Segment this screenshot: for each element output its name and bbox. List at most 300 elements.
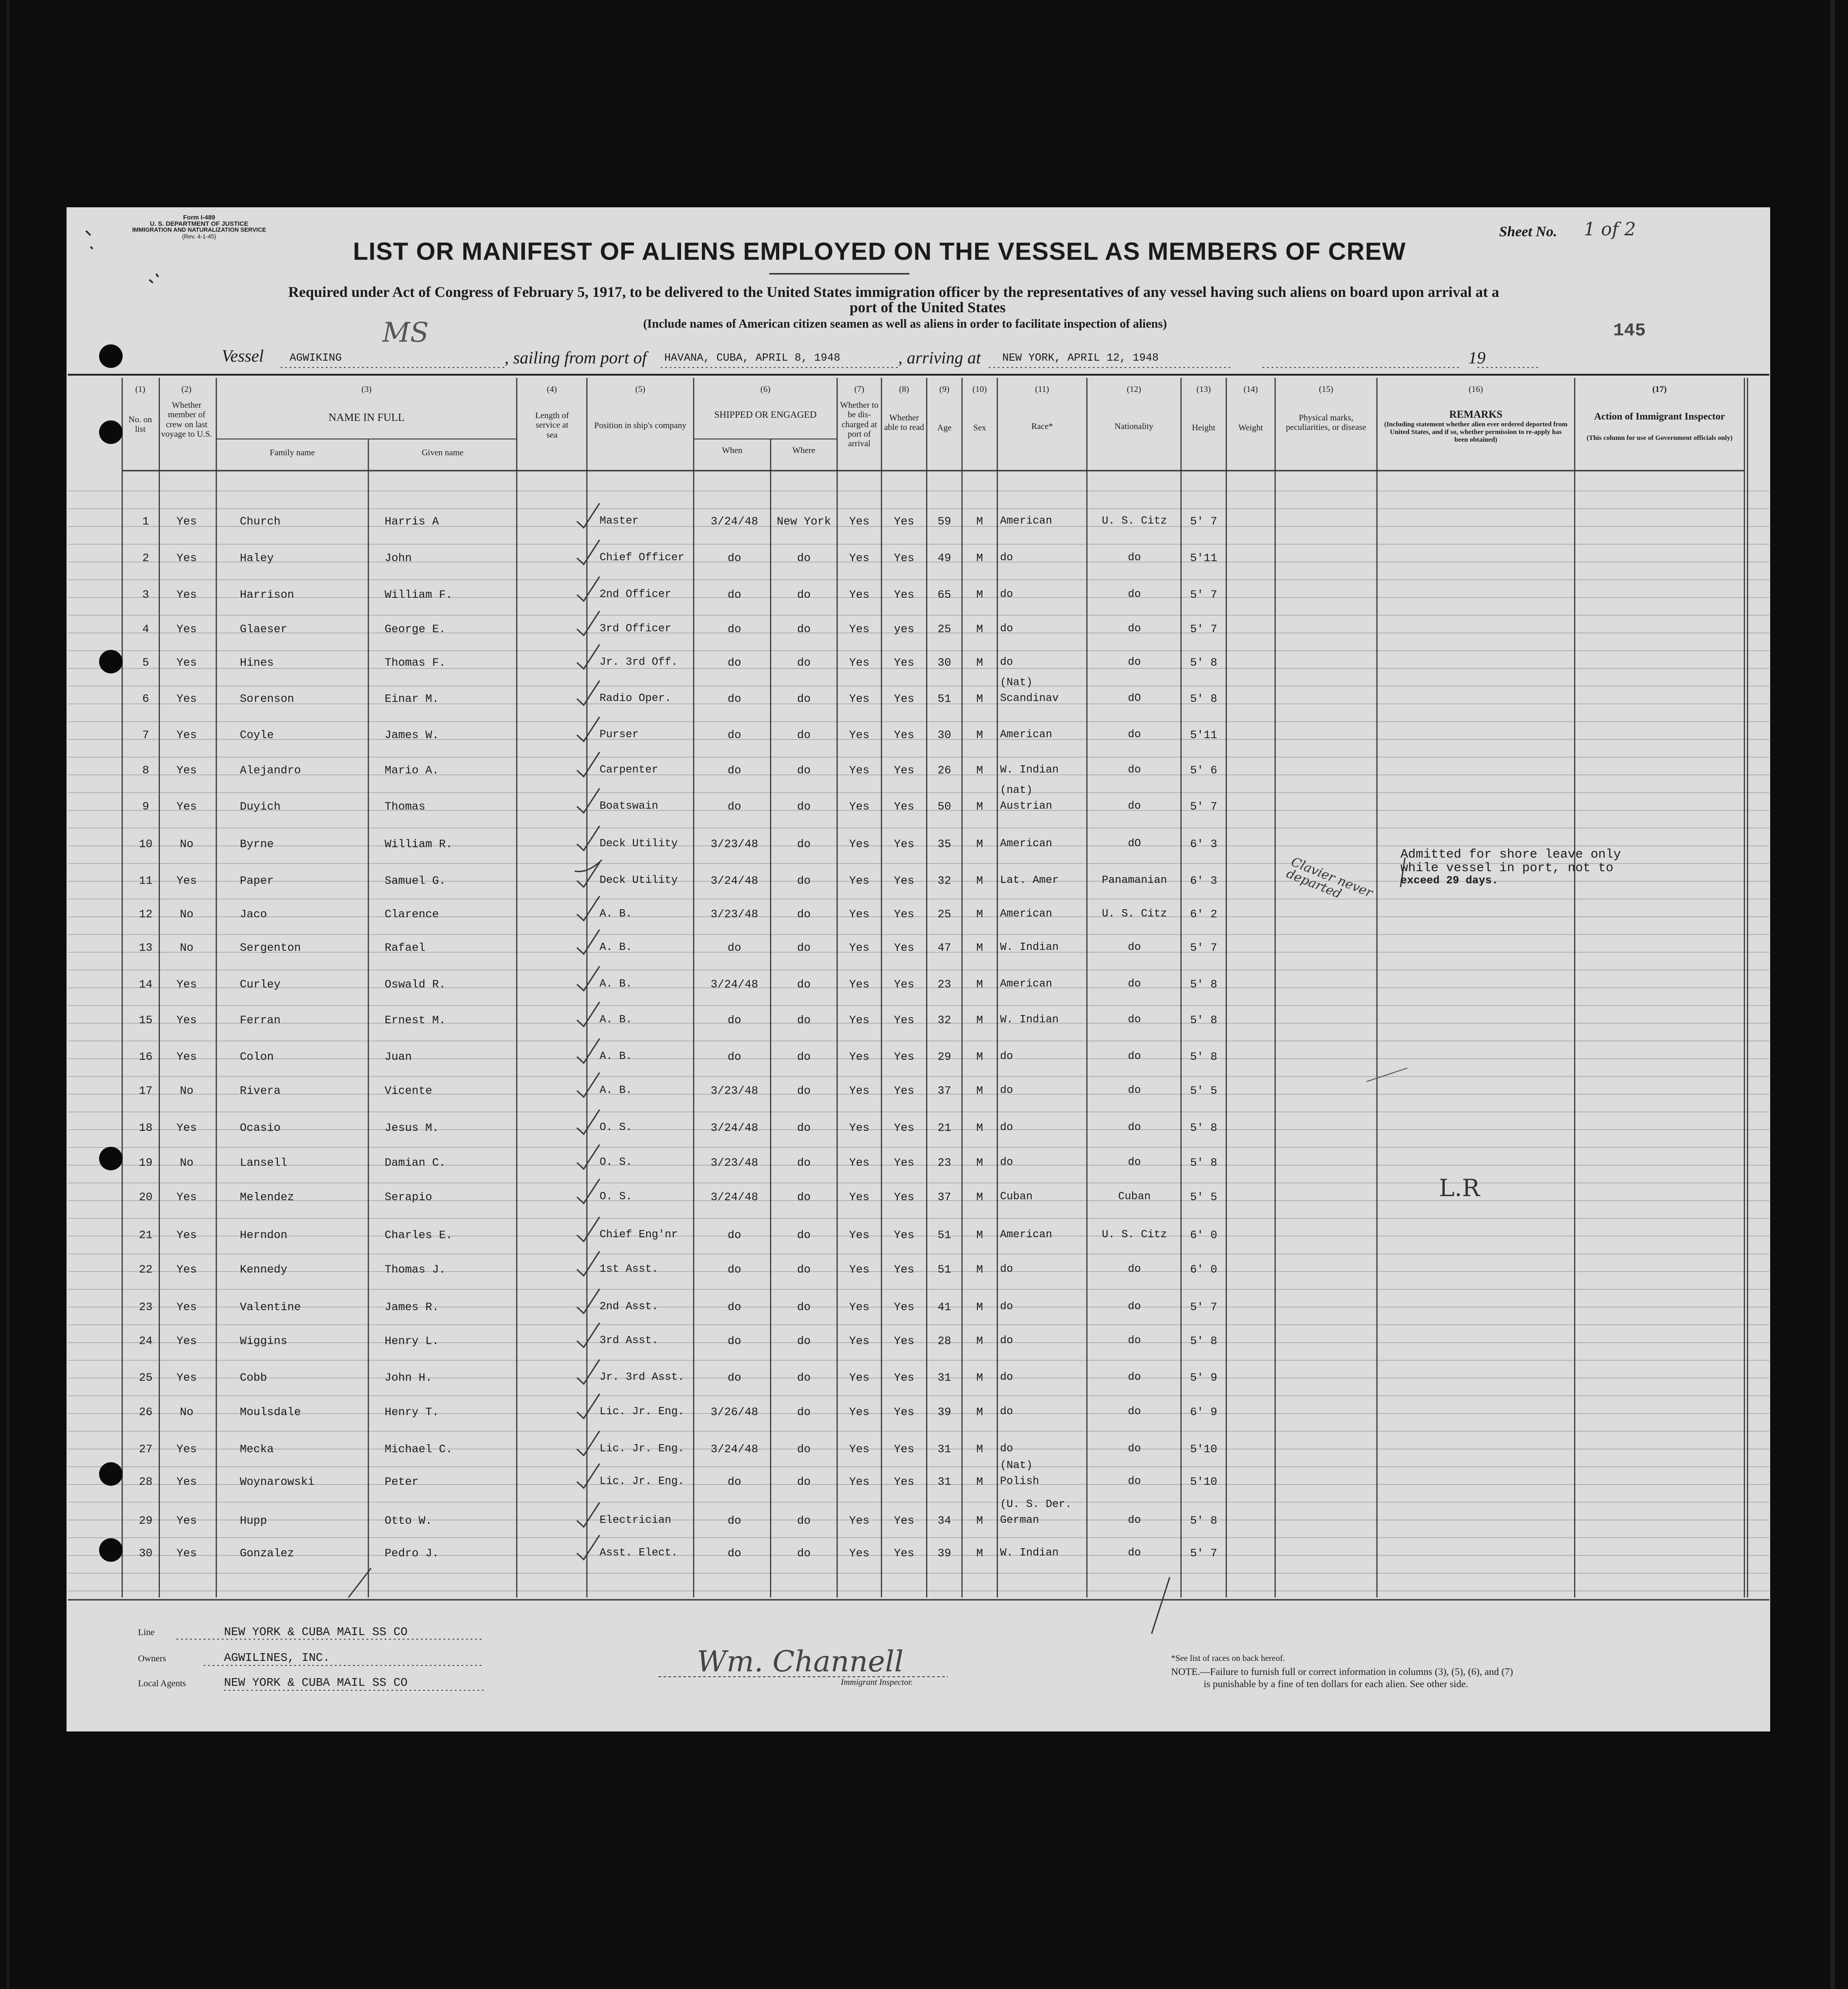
cell-disch: Yes [849, 1371, 870, 1384]
cell-read: Yes [894, 656, 914, 669]
cell-no: 1 [142, 515, 149, 528]
cell-where: do [797, 552, 811, 565]
cell-no: 6 [142, 692, 149, 706]
cell-race-note: (Nat) [1000, 677, 1033, 689]
cell-position: Deck Utility [600, 874, 678, 887]
cell-read: Yes [894, 1443, 914, 1456]
arriving-label: , arriving at [898, 348, 981, 367]
col5-label: Position in ship's company [594, 421, 686, 430]
cell-age: 21 [937, 1121, 951, 1135]
cell-height: 5'11 [1190, 552, 1217, 565]
cell-no: 3 [142, 588, 149, 601]
cell-nat: do [1128, 552, 1141, 564]
owners-value: AGWILINES, INC. [224, 1651, 330, 1665]
cell-height: 5' 5 [1190, 1191, 1217, 1204]
cell-position: 1st Asst. [600, 1263, 658, 1275]
cell-when: do [727, 623, 741, 636]
cell-age: 49 [937, 552, 951, 565]
cell-position: Asst. Elect. [600, 1547, 678, 1559]
cell-where: do [797, 1121, 811, 1135]
cell-position: Electrician [600, 1514, 672, 1526]
cell-no: 18 [138, 1121, 152, 1135]
cell-race: American [1000, 978, 1053, 990]
cell-given: Thomas [385, 800, 426, 813]
cell-where: do [797, 764, 811, 777]
cell-height: 5' 8 [1190, 656, 1217, 669]
sailing-from: HAVANA, CUBA, APRIL 8, 1948 [664, 352, 840, 364]
cell-sex: M [976, 941, 983, 954]
cell-prev: No [180, 908, 194, 921]
cell-given: Samuel G. [385, 874, 446, 887]
cell-sex: M [976, 1050, 983, 1064]
cell-nat: do [1128, 1335, 1141, 1347]
cell-position: A. B. [600, 1050, 633, 1063]
cell-given: Thomas F. [385, 656, 446, 669]
cell-age: 39 [937, 1547, 951, 1560]
cell-sex: M [976, 800, 983, 813]
col6-num: (6) [760, 385, 771, 394]
cell-disch: Yes [849, 729, 870, 742]
cell-sex: M [976, 588, 983, 601]
cell-family: Haley [240, 552, 274, 565]
cell-when: 3/24/48 [710, 515, 758, 528]
cell-prev: Yes [176, 1335, 197, 1348]
line-value: NEW YORK & CUBA MAIL SS CO [224, 1625, 408, 1639]
cell-when: do [727, 1371, 741, 1384]
cell-height: 6' 0 [1190, 1263, 1217, 1276]
cell-age: 29 [937, 1050, 951, 1064]
vessel-annotation: MS [382, 317, 429, 348]
cell-when: 3/26/48 [710, 1406, 758, 1419]
col16-num: (16) [1468, 385, 1483, 394]
cell-nat: do [1128, 1014, 1141, 1026]
cell-disch: Yes [849, 656, 870, 669]
cell-where: do [797, 800, 811, 813]
cell-nat: U. S. Citz [1101, 908, 1167, 920]
cell-no: 16 [138, 1050, 152, 1064]
cell-disch: Yes [849, 1547, 870, 1560]
cell-nat: do [1128, 729, 1141, 741]
cell-no: 24 [138, 1335, 152, 1348]
cell-age: 28 [937, 1335, 951, 1348]
cell-position: A. B. [600, 941, 633, 954]
cell-sex: M [976, 874, 983, 887]
col3-num: (3) [361, 385, 372, 394]
cell-position: O. S. [600, 1191, 633, 1203]
cell-prev: Yes [176, 1121, 197, 1135]
cell-sex: M [976, 1514, 983, 1527]
cell-age: 30 [937, 729, 951, 742]
cell-nat: Panamanian [1101, 874, 1167, 887]
cell-prev: No [180, 1156, 194, 1169]
col9-num: (9) [939, 385, 950, 394]
cell-height: 6' 9 [1190, 1406, 1217, 1419]
cell-height: 5' 7 [1190, 588, 1217, 601]
cell-sex: M [976, 1335, 983, 1348]
cell-nat: do [1128, 588, 1141, 601]
cell-disch: Yes [849, 1229, 870, 1242]
cell-prev: No [180, 1406, 194, 1419]
cell-no: 30 [138, 1547, 152, 1560]
cell-no: 21 [138, 1229, 152, 1242]
cell-no: 5 [142, 656, 149, 669]
cell-height: 5' 8 [1190, 1014, 1217, 1027]
cell-prev: Yes [176, 552, 197, 565]
cell-sex: M [976, 729, 983, 742]
cell-nat: do [1128, 764, 1141, 776]
cell-where: do [797, 941, 811, 954]
cell-prev: No [180, 941, 194, 954]
cell-no: 26 [138, 1406, 152, 1419]
cell-given: Clarence [385, 908, 439, 921]
cell-height: 5'10 [1190, 1475, 1217, 1488]
cell-read: Yes [894, 1335, 914, 1348]
cell-height: 5'10 [1190, 1443, 1217, 1456]
cell-given: Otto W. [385, 1514, 433, 1527]
cell-read: Yes [894, 1263, 914, 1276]
cell-where: do [797, 1263, 811, 1276]
cell-height: 5' 9 [1190, 1371, 1217, 1384]
cell-prev: Yes [176, 1301, 197, 1314]
cell-position: Jr. 3rd Asst. [600, 1371, 685, 1383]
cell-age: 32 [937, 874, 951, 887]
cell-disch: Yes [849, 1121, 870, 1135]
cell-read: Yes [894, 692, 914, 706]
sheet-value: 1 of 2 [1584, 219, 1636, 240]
cell-no: 27 [138, 1443, 152, 1456]
cell-sex: M [976, 1547, 983, 1560]
cell-age: 23 [937, 1156, 951, 1169]
cell-height: 5' 8 [1190, 1335, 1217, 1348]
cell-prev: Yes [176, 800, 197, 813]
cell-prev: Yes [176, 1514, 197, 1527]
cell-read: Yes [894, 1406, 914, 1419]
cell-given: James W. [385, 729, 439, 742]
cell-height: 5' 8 [1190, 978, 1217, 991]
cell-race: Polish [1000, 1475, 1039, 1488]
cell-position: Boatswain [600, 800, 658, 812]
cell-position: Deck Utility [600, 838, 678, 850]
col6-label: SHIPPED OR ENGAGED [714, 409, 817, 420]
col15-num: (15) [1319, 385, 1334, 394]
cell-where: do [797, 588, 811, 601]
cell-when: do [727, 1014, 741, 1027]
cell-position: Lic. Jr. Eng. [600, 1406, 685, 1418]
cell-nat: do [1128, 1475, 1141, 1488]
cell-race: Cuban [1000, 1191, 1033, 1203]
cell-no: 9 [142, 800, 149, 813]
cell-disch: Yes [849, 1406, 870, 1419]
cell-age: 32 [937, 1014, 951, 1027]
cell-disch: Yes [849, 1475, 870, 1488]
cell-read: Yes [894, 1371, 914, 1384]
cell-family: Jaco [240, 908, 267, 921]
cell-when: do [727, 941, 741, 954]
cell-read: Yes [894, 1121, 914, 1135]
col16-label: REMARKS [1449, 409, 1503, 420]
cell-where: do [797, 1475, 811, 1488]
cell-height: 6' 0 [1190, 1229, 1217, 1242]
cell-family: Rivera [240, 1084, 281, 1097]
cell-given: Juan [385, 1050, 412, 1064]
cell-where: do [797, 656, 811, 669]
cell-age: 37 [937, 1084, 951, 1097]
cell-where: do [797, 1406, 811, 1419]
cell-family: Curley [240, 978, 281, 991]
cell-read: Yes [894, 515, 914, 528]
col6-when: When [722, 446, 743, 455]
cell-given: John [385, 552, 412, 565]
owners-label: Owners [138, 1654, 167, 1664]
race-footnote: *See list of races on back hereof. [1171, 1654, 1285, 1663]
cell-nat: do [1128, 1406, 1141, 1418]
cell-race: W. Indian [1000, 764, 1059, 776]
note-line-2: is punishable by a fine of ten dollars for each alien. See other side. [1204, 1678, 1468, 1689]
cell-no: 4 [142, 623, 149, 636]
cell-position: Master [600, 515, 639, 527]
cell-family: Woynarowski [240, 1475, 315, 1488]
cell-position: A. B. [600, 1014, 633, 1026]
cell-prev: Yes [176, 1475, 197, 1488]
cell-family: Coyle [240, 729, 274, 742]
cell-read: Yes [894, 941, 914, 954]
cell-nat: do [1128, 1084, 1141, 1097]
cell-where: do [797, 1014, 811, 1027]
col9-label: Age [937, 423, 952, 433]
cell-height: 5' 7 [1190, 941, 1217, 954]
cell-prev: Yes [176, 978, 197, 991]
cell-disch: Yes [849, 1263, 870, 1276]
cell-when: do [727, 1050, 741, 1064]
cell-disch: Yes [849, 800, 870, 813]
cell-family: Ferran [240, 1014, 281, 1027]
cell-height: 6' 2 [1190, 908, 1217, 921]
cell-where: do [797, 908, 811, 921]
cell-disch: Yes [849, 874, 870, 887]
col15-label: Physical marks, peculiarities, or disease [1286, 413, 1367, 433]
cell-where: do [797, 1229, 811, 1242]
cell-race: W. Indian [1000, 1547, 1059, 1559]
cell-read: Yes [894, 908, 914, 921]
cell-nat: U. S. Citz [1101, 1229, 1167, 1241]
cell-where: do [797, 1335, 811, 1348]
signature-caption: Immigrant Inspector. [841, 1678, 913, 1687]
cell-read: Yes [894, 588, 914, 601]
cell-position: Chief Officer [600, 552, 685, 564]
cell-nat: do [1128, 1156, 1141, 1169]
cell-age: 47 [937, 941, 951, 954]
cell-race: German [1000, 1514, 1039, 1526]
cell-prev: Yes [176, 588, 197, 601]
cell-when: do [727, 729, 741, 742]
cell-given: Peter [385, 1475, 419, 1488]
cell-height: 5' 8 [1190, 1121, 1217, 1135]
cell-height: 5' 7 [1190, 1547, 1217, 1560]
cell-read: Yes [894, 874, 914, 887]
cell-given: Einar M. [385, 692, 439, 706]
cell-when: 3/24/48 [710, 1191, 758, 1204]
remark-line-1: Admitted for shore leave only [1400, 848, 1621, 862]
cell-family: Mecka [240, 1443, 274, 1456]
col7-num: (7) [854, 385, 865, 394]
cell-disch: Yes [849, 1301, 870, 1314]
arriving-at: NEW YORK, APRIL 12, 1948 [1002, 352, 1159, 364]
cell-given: Mario A. [385, 764, 439, 777]
cell-where: do [797, 1371, 811, 1384]
cell-disch: Yes [849, 1014, 870, 1027]
cell-when: do [727, 1263, 741, 1276]
cell-no: 20 [138, 1191, 152, 1204]
cell-no: 8 [142, 764, 149, 777]
cell-read: yes [894, 623, 914, 636]
cell-prev: Yes [176, 1371, 197, 1384]
cell-given: John H. [385, 1371, 433, 1384]
cell-age: 26 [937, 764, 951, 777]
cell-sex: M [976, 656, 983, 669]
cell-age: 37 [937, 1191, 951, 1204]
cell-disch: Yes [849, 1050, 870, 1064]
cell-height: 5' 8 [1190, 1514, 1217, 1527]
cell-age: 59 [937, 515, 951, 528]
remark-line-2: while vessel in port, not to [1400, 861, 1614, 875]
cell-race: do [1000, 1156, 1013, 1169]
cell-race: do [1000, 1050, 1013, 1063]
cell-age: 23 [937, 978, 951, 991]
cell-family: Hupp [240, 1514, 267, 1527]
cell-where: do [797, 1084, 811, 1097]
agents-label: Local Agents [138, 1679, 186, 1689]
cell-disch: Yes [849, 1443, 870, 1456]
cell-disch: Yes [849, 764, 870, 777]
cell-disch: Yes [849, 1335, 870, 1348]
cell-age: 51 [937, 692, 951, 706]
cell-no: 28 [138, 1475, 152, 1488]
col16-sub: (Including statement whether alien ever ordered deported from United States, and if so, whether permission to re-apply has been obtained) [1384, 421, 1568, 444]
cell-height: 6' 3 [1190, 838, 1217, 851]
cell-height: 5' 5 [1190, 1084, 1217, 1097]
cell-race: American [1000, 908, 1053, 920]
cell-prev: No [180, 838, 194, 851]
cell-read: Yes [894, 552, 914, 565]
cell-no: 11 [138, 874, 152, 887]
cell-family: Gonzalez [240, 1547, 295, 1560]
cell-position: Purser [600, 729, 639, 741]
cell-read: Yes [894, 729, 914, 742]
cell-race: do [1000, 1121, 1013, 1134]
cell-nat: do [1128, 1263, 1141, 1275]
cell-where: do [797, 1301, 811, 1314]
cell-where: New York [776, 515, 831, 528]
col10-num: (10) [972, 385, 987, 394]
cell-sex: M [976, 1014, 983, 1027]
form-number: Form I-489 [183, 214, 215, 221]
cell-when: 3/23/48 [710, 1156, 758, 1169]
cell-prev: No [180, 1084, 194, 1097]
cell-where: do [797, 1156, 811, 1169]
cell-age: 50 [937, 800, 951, 813]
cell-nat: do [1128, 1371, 1141, 1383]
cell-family: Glaeser [240, 623, 288, 636]
cell-sex: M [976, 1406, 983, 1419]
cell-race: do [1000, 1406, 1013, 1418]
cell-given: Harris A [385, 515, 439, 528]
cell-disch: Yes [849, 692, 870, 706]
cell-race-note: (Nat) [1000, 1460, 1033, 1472]
cell-sex: M [976, 1121, 983, 1135]
cell-read: Yes [894, 1084, 914, 1097]
cell-no: 19 [138, 1156, 152, 1169]
cell-given: George E. [385, 623, 446, 636]
cell-disch: Yes [849, 1191, 870, 1204]
cell-sex: M [976, 1443, 983, 1456]
inspector-initials: L.R [1439, 1175, 1480, 1202]
cell-age: 39 [937, 1406, 951, 1419]
cell-read: Yes [894, 1475, 914, 1488]
cell-age: 65 [937, 588, 951, 601]
cell-disch: Yes [849, 623, 870, 636]
cell-given: Henry T. [385, 1406, 439, 1419]
cell-age: 34 [937, 1514, 951, 1527]
cell-age: 30 [937, 656, 951, 669]
cell-nat: dO [1128, 692, 1141, 705]
cell-race: American [1000, 1229, 1053, 1241]
cell-race: do [1000, 1443, 1013, 1455]
cell-when: do [727, 1547, 741, 1560]
cell-race-note: (U. S. Der. [1000, 1498, 1072, 1511]
cell-where: do [797, 1547, 811, 1560]
cell-prev: Yes [176, 692, 197, 706]
col3-family: Family name [270, 448, 315, 458]
cell-family: Wiggins [240, 1335, 288, 1348]
cell-prev: Yes [176, 1050, 197, 1064]
cell-family: Valentine [240, 1301, 301, 1314]
col10-label: Sex [973, 423, 986, 433]
cell-race: do [1000, 588, 1013, 601]
cell-nat: do [1128, 1514, 1141, 1526]
stamp-number: 145 [1613, 321, 1646, 341]
col14-label: Weight [1238, 423, 1263, 433]
cell-sex: M [976, 1475, 983, 1488]
col12-label: Nationality [1115, 422, 1153, 431]
cell-height: 5' 7 [1190, 623, 1217, 636]
cell-no: 29 [138, 1514, 152, 1527]
cell-when: 3/23/48 [710, 1084, 758, 1097]
cell-sex: M [976, 623, 983, 636]
cell-when: do [727, 692, 741, 706]
cell-no: 15 [138, 1014, 152, 1027]
cell-when: 3/24/48 [710, 1443, 758, 1456]
cell-position: O. S. [600, 1121, 633, 1134]
cell-given: Henry L. [385, 1335, 439, 1348]
cell-age: 51 [937, 1229, 951, 1242]
col6-where: Where [792, 446, 815, 455]
cell-race: do [1000, 1263, 1013, 1275]
col4-num: (4) [547, 385, 557, 394]
cell-sex: M [976, 692, 983, 706]
cell-no: 10 [138, 838, 152, 851]
cell-family: Kennedy [240, 1263, 288, 1276]
cell-read: Yes [894, 800, 914, 813]
cell-family: Church [240, 515, 281, 528]
cell-prev: Yes [176, 1547, 197, 1560]
cell-sex: M [976, 1191, 983, 1204]
cell-race: do [1000, 1084, 1013, 1097]
cell-no: 25 [138, 1371, 152, 1384]
col12-num: (12) [1127, 385, 1141, 394]
cell-when: do [727, 552, 741, 565]
cell-given: Vicente [385, 1084, 433, 1097]
agents-value: NEW YORK & CUBA MAIL SS CO [224, 1676, 408, 1689]
